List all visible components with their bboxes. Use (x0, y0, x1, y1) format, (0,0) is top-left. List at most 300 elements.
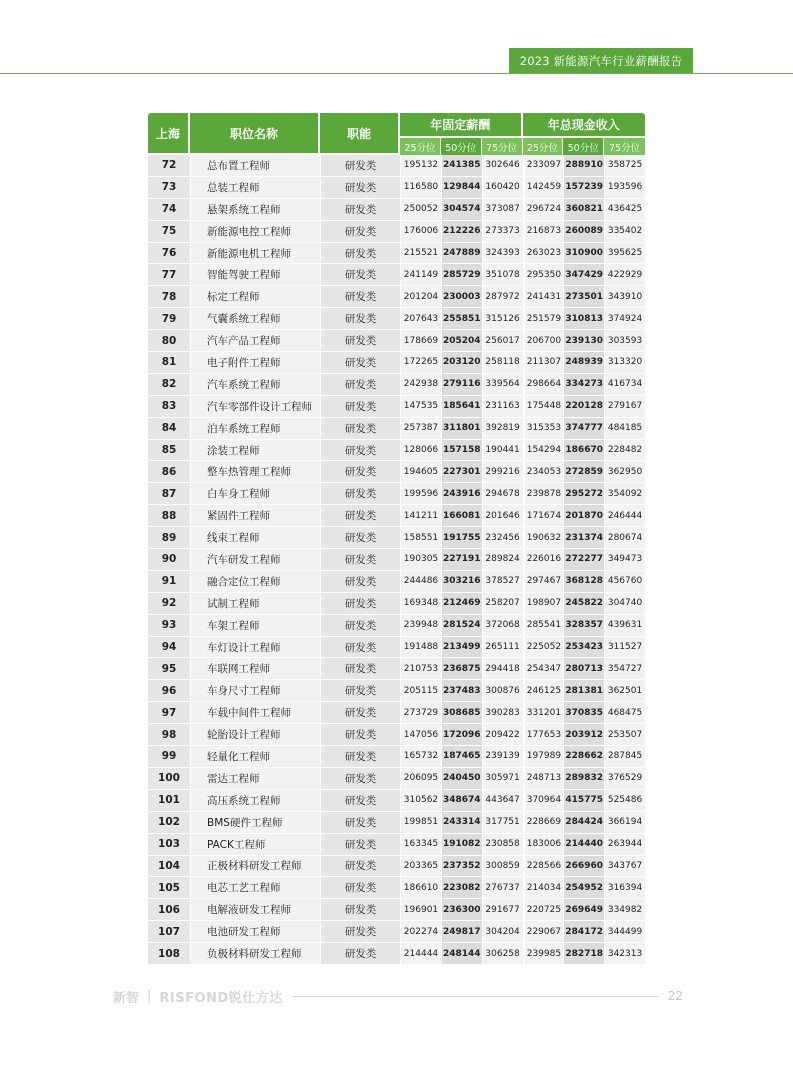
cash-p75: 456760 (604, 571, 645, 593)
row-index: 102 (148, 812, 190, 834)
fixed-p25: 257387 (400, 418, 441, 440)
fixed-p75: 317751 (482, 812, 523, 834)
fixed-p50: 212226 (441, 221, 482, 243)
fixed-p25: 210753 (400, 658, 441, 680)
cash-p50: 214440 (563, 834, 604, 856)
job-function: 研发类 (320, 899, 400, 921)
row-index: 93 (148, 615, 190, 637)
fixed-p50: 237352 (441, 856, 482, 878)
cash-p75: 362950 (604, 461, 645, 483)
table-row (148, 615, 645, 637)
job-function: 研发类 (320, 352, 400, 374)
cash-p75: 311527 (604, 637, 645, 659)
job-function: 研发类 (320, 856, 400, 878)
job-title: 轻量化工程师 (190, 746, 320, 768)
job-function: 研发类 (320, 330, 400, 352)
job-title: 线束工程师 (190, 527, 320, 549)
job-function: 研发类 (320, 177, 400, 199)
cash-p25: 297467 (523, 571, 564, 593)
fixed-p50: 236875 (441, 658, 482, 680)
row-index: 92 (148, 593, 190, 615)
row-index: 100 (148, 768, 190, 790)
cash-p25: 226016 (523, 549, 564, 571)
cash-p25-header: 25分位 (523, 138, 564, 155)
row-index: 73 (148, 177, 190, 199)
row-index: 98 (148, 724, 190, 746)
job-function: 研发类 (320, 768, 400, 790)
job-title: 电池研发工程师 (190, 921, 320, 943)
job-function: 研发类 (320, 593, 400, 615)
row-index: 84 (148, 418, 190, 440)
fixed-p25: 215521 (400, 243, 441, 265)
job-function: 研发类 (320, 264, 400, 286)
job-function: 研发类 (320, 812, 400, 834)
fixed-p75: 276737 (482, 877, 523, 899)
fixed-p50: 237483 (441, 680, 482, 702)
fixed-p50: 205204 (441, 330, 482, 352)
cash-p50: 284424 (563, 812, 604, 834)
fixed-p50: 227301 (441, 461, 482, 483)
fixed-p50: 230003 (441, 286, 482, 308)
fixed-p50: 247889 (441, 243, 482, 265)
fixed-p75: 201646 (482, 505, 523, 527)
fixed-p25: 273729 (400, 702, 441, 724)
cash-p50: 231374 (563, 527, 604, 549)
job-title: 车架工程师 (190, 615, 320, 637)
row-index: 107 (148, 921, 190, 943)
report-title: 2023 新能源汽车行业薪酬报告 (519, 54, 683, 68)
fixed-salary-header: 年固定薪酬 (400, 113, 522, 138)
fixed-p50: 249817 (441, 921, 482, 943)
job-function: 研发类 (320, 615, 400, 637)
job-function: 研发类 (320, 702, 400, 724)
city-header: 上海 (148, 113, 190, 155)
job-function: 研发类 (320, 483, 400, 505)
job-function: 研发类 (320, 746, 400, 768)
job-function: 研发类 (320, 308, 400, 330)
table-row (148, 330, 645, 352)
row-index: 99 (148, 746, 190, 768)
cash-p75: 354727 (604, 658, 645, 680)
table-row (148, 856, 645, 878)
table-row (148, 746, 645, 768)
fixed-p50: 285729 (441, 264, 482, 286)
cash-p75: 342313 (604, 943, 645, 965)
fixed-p25: 186610 (400, 877, 441, 899)
row-index: 95 (148, 658, 190, 680)
cash-p25: 233097 (523, 155, 564, 177)
job-title: 悬架系统工程师 (190, 199, 320, 221)
table-row (148, 768, 645, 790)
cash-p50: 374777 (563, 418, 604, 440)
fixed-p75: 339564 (482, 374, 523, 396)
row-index: 90 (148, 549, 190, 571)
row-index: 106 (148, 899, 190, 921)
fixed-p50: 243916 (441, 483, 482, 505)
job-function: 研发类 (320, 877, 400, 899)
table-row (148, 877, 645, 899)
job-title: 泊车系统工程师 (190, 418, 320, 440)
fixed-p75: 231163 (482, 396, 523, 418)
cash-p25: 228669 (523, 812, 564, 834)
risfond-logo: RISFOND锐仕方达 (159, 990, 283, 1006)
table-row (148, 505, 645, 527)
cash-p50: 334273 (563, 374, 604, 396)
row-index: 80 (148, 330, 190, 352)
cash-p75: 253507 (604, 724, 645, 746)
job-title: 负极材料研发工程师 (190, 943, 320, 965)
table-row (148, 571, 645, 593)
job-function: 研发类 (320, 243, 400, 265)
fixed-p75: 304204 (482, 921, 523, 943)
cash-p25: 296724 (523, 199, 564, 221)
cash-p50: 284172 (563, 921, 604, 943)
fixed-p50: 255851 (441, 308, 482, 330)
job-title: 电子附件工程师 (190, 352, 320, 374)
job-title: 车联网工程师 (190, 658, 320, 680)
row-index: 77 (148, 264, 190, 286)
fixed-p75: 287972 (482, 286, 523, 308)
fixed-p50: 172096 (441, 724, 482, 746)
cash-p75: 246444 (604, 505, 645, 527)
cash-p50: 280713 (563, 658, 604, 680)
job-title: 融合定位工程师 (190, 571, 320, 593)
cash-p50: 201870 (563, 505, 604, 527)
table-row (148, 177, 645, 199)
cash-p50: 360821 (563, 199, 604, 221)
fixed-p25: 194605 (400, 461, 441, 483)
job-title: 汽车研发工程师 (190, 549, 320, 571)
table-row (148, 264, 645, 286)
table-row (148, 483, 645, 505)
job-title: 车灯设计工程师 (190, 637, 320, 659)
table-row (148, 702, 645, 724)
row-index: 87 (148, 483, 190, 505)
cash-p75: 484185 (604, 418, 645, 440)
fixed-p25: 147056 (400, 724, 441, 746)
fixed-p25: 242938 (400, 374, 441, 396)
table-row (148, 243, 645, 265)
row-index: 91 (148, 571, 190, 593)
cash-p50: 328357 (563, 615, 604, 637)
fixed-p50: 241385 (441, 155, 482, 177)
cash-p25: 295350 (523, 264, 564, 286)
cash-p50: 266960 (563, 856, 604, 878)
fixed-p25: 196901 (400, 899, 441, 921)
fixed-p25: 147535 (400, 396, 441, 418)
fixed-p25: 250052 (400, 199, 441, 221)
page-footer (113, 985, 683, 1007)
cash-p25: 331201 (523, 702, 564, 724)
job-title: 车载中间件工程师 (190, 702, 320, 724)
row-index: 79 (148, 308, 190, 330)
table-row (148, 680, 645, 702)
fixed-p75: 256017 (482, 330, 523, 352)
job-function: 研发类 (320, 790, 400, 812)
fixed-p75: 289824 (482, 549, 523, 571)
fixed-p75: 324393 (482, 243, 523, 265)
cash-p25: 216873 (523, 221, 564, 243)
fixed-p50: 187465 (441, 746, 482, 768)
fixed-p50: 191082 (441, 834, 482, 856)
cash-p25: 298664 (523, 374, 564, 396)
cash-p25: 239985 (523, 943, 564, 965)
cash-p25: 154294 (523, 440, 564, 462)
job-function: 研发类 (320, 418, 400, 440)
row-index: 97 (148, 702, 190, 724)
cash-p25: 370964 (523, 790, 564, 812)
fixed-p75: 232456 (482, 527, 523, 549)
job-title: 电解液研发工程师 (190, 899, 320, 921)
fixed-p25: 116580 (400, 177, 441, 199)
cash-p75-header: 75分位 (604, 138, 645, 155)
job-function: 研发类 (320, 286, 400, 308)
cash-p25: 263023 (523, 243, 564, 265)
cash-p25: 183006 (523, 834, 564, 856)
function-header: 职能 (320, 113, 400, 155)
fixed-p25: 191488 (400, 637, 441, 659)
fixed-p75: 258207 (482, 593, 523, 615)
row-index: 86 (148, 461, 190, 483)
fixed-p25: 206095 (400, 768, 441, 790)
job-title: 紧固件工程师 (190, 505, 320, 527)
fixed-p25: 310562 (400, 790, 441, 812)
fixed-p25: 128066 (400, 440, 441, 462)
fixed-p75: 302646 (482, 155, 523, 177)
fixed-p25: 199596 (400, 483, 441, 505)
cash-p25: 190632 (523, 527, 564, 549)
fixed-p25: 241149 (400, 264, 441, 286)
fixed-p75: 294418 (482, 658, 523, 680)
job-title: 气囊系统工程师 (190, 308, 320, 330)
table-row (148, 943, 645, 965)
cash-p75: 366194 (604, 812, 645, 834)
fixed-p75: 230858 (482, 834, 523, 856)
job-title-header: 职位名称 (190, 113, 320, 155)
row-index: 82 (148, 374, 190, 396)
job-function: 研发类 (320, 199, 400, 221)
cash-p25: 285541 (523, 615, 564, 637)
fixed-p50: 308685 (441, 702, 482, 724)
fixed-p25: 205115 (400, 680, 441, 702)
fixed-p75: 392819 (482, 418, 523, 440)
row-index: 96 (148, 680, 190, 702)
cash-p75: 335402 (604, 221, 645, 243)
cash-p75: 343767 (604, 856, 645, 878)
fixed-p50: 166081 (441, 505, 482, 527)
job-function: 研发类 (320, 658, 400, 680)
job-title: 雷达工程师 (190, 768, 320, 790)
cash-p25: 315353 (523, 418, 564, 440)
fixed-p25: 178669 (400, 330, 441, 352)
total-cash-header: 年总现金收入 (523, 113, 646, 138)
job-function: 研发类 (320, 461, 400, 483)
cash-p25: 171674 (523, 505, 564, 527)
fixed-p50: 348674 (441, 790, 482, 812)
cash-p25: 228566 (523, 856, 564, 878)
table-row (148, 549, 645, 571)
cash-p75: 313320 (604, 352, 645, 374)
fixed-p25: 176006 (400, 221, 441, 243)
fixed-p75: 300876 (482, 680, 523, 702)
fixed-p75: 300859 (482, 856, 523, 878)
row-index: 89 (148, 527, 190, 549)
cash-p25: 239878 (523, 483, 564, 505)
table-row (148, 899, 645, 921)
job-title: 电芯工艺工程师 (190, 877, 320, 899)
job-function: 研发类 (320, 921, 400, 943)
fixed-p50-header: 50分位 (441, 138, 482, 155)
job-function: 研发类 (320, 440, 400, 462)
cash-p50: 288910 (563, 155, 604, 177)
fixed-p50: 203120 (441, 352, 482, 374)
job-function: 研发类 (320, 724, 400, 746)
cash-p75: 316394 (604, 877, 645, 899)
fixed-p25: 239948 (400, 615, 441, 637)
cash-p50: 203912 (563, 724, 604, 746)
job-title: 总布置工程师 (190, 155, 320, 177)
job-function: 研发类 (320, 396, 400, 418)
cash-p75: 287845 (604, 746, 645, 768)
cash-p50: 347429 (563, 264, 604, 286)
table-row (148, 812, 645, 834)
cash-p50: 272859 (563, 461, 604, 483)
fixed-p50: 129844 (441, 177, 482, 199)
table-row (148, 352, 645, 374)
cash-p50: 245822 (563, 593, 604, 615)
fixed-p75: 306258 (482, 943, 523, 965)
table-row (148, 396, 645, 418)
row-index: 72 (148, 155, 190, 177)
cash-p25: 175448 (523, 396, 564, 418)
cash-p50: 370835 (563, 702, 604, 724)
cash-p25: 246125 (523, 680, 564, 702)
fixed-p75: 294678 (482, 483, 523, 505)
fixed-p25: 141211 (400, 505, 441, 527)
table-row (148, 155, 645, 177)
fixed-p50: 248144 (441, 943, 482, 965)
row-index: 78 (148, 286, 190, 308)
fixed-p25: 190305 (400, 549, 441, 571)
fixed-p75: 273373 (482, 221, 523, 243)
cash-p75: 280674 (604, 527, 645, 549)
fixed-p75: 239139 (482, 746, 523, 768)
cash-p25: 197989 (523, 746, 564, 768)
page-number: 22 (667, 989, 683, 1003)
cash-p75: 354092 (604, 483, 645, 505)
fixed-p25: 244486 (400, 571, 441, 593)
cash-p50: 289832 (563, 768, 604, 790)
cash-p50: 157239 (563, 177, 604, 199)
cash-p75: 376529 (604, 768, 645, 790)
fixed-p50: 223082 (441, 877, 482, 899)
table-row (148, 637, 645, 659)
job-title: 白车身工程师 (190, 483, 320, 505)
job-title: 正极材料研发工程师 (190, 856, 320, 878)
fixed-p75: 299216 (482, 461, 523, 483)
fixed-p25: 158551 (400, 527, 441, 549)
job-function: 研发类 (320, 505, 400, 527)
table-row (148, 418, 645, 440)
cash-p50: 368128 (563, 571, 604, 593)
job-title: 高压系统工程师 (190, 790, 320, 812)
job-title: 涂装工程师 (190, 440, 320, 462)
table-row (148, 658, 645, 680)
fixed-p75: 265111 (482, 637, 523, 659)
cash-p25: 248713 (523, 768, 564, 790)
table-row (148, 790, 645, 812)
cash-p75: 436425 (604, 199, 645, 221)
fixed-p50: 227191 (441, 549, 482, 571)
fixed-p25: 201204 (400, 286, 441, 308)
cash-p25: 177653 (523, 724, 564, 746)
cash-p50: 295272 (563, 483, 604, 505)
job-title: 试制工程师 (190, 593, 320, 615)
table-body (148, 155, 645, 965)
cash-p50: 220128 (563, 396, 604, 418)
cash-p50: 186670 (563, 440, 604, 462)
row-index: 76 (148, 243, 190, 265)
fixed-p25: 165732 (400, 746, 441, 768)
cash-p75: 344499 (604, 921, 645, 943)
row-index: 103 (148, 834, 190, 856)
row-index: 74 (148, 199, 190, 221)
job-title: PACK工程师 (190, 834, 320, 856)
cash-p75: 334982 (604, 899, 645, 921)
fixed-p50: 243314 (441, 812, 482, 834)
fixed-p50: 303216 (441, 571, 482, 593)
cash-p75: 193596 (604, 177, 645, 199)
job-title: 总装工程师 (190, 177, 320, 199)
fixed-p50: 191755 (441, 527, 482, 549)
cash-p75: 304740 (604, 593, 645, 615)
table-row (148, 593, 645, 615)
job-function: 研发类 (320, 374, 400, 396)
fixed-p75: 372068 (482, 615, 523, 637)
fixed-p75: 305971 (482, 768, 523, 790)
xinzhi-logo: 新智 (113, 990, 140, 1006)
job-title: 新能源电控工程师 (190, 221, 320, 243)
cash-p50: 415775 (563, 790, 604, 812)
cash-p25: 241431 (523, 286, 564, 308)
cash-p75: 422929 (604, 264, 645, 286)
cash-p75: 439631 (604, 615, 645, 637)
table-row (148, 199, 645, 221)
cash-p75: 525486 (604, 790, 645, 812)
row-index: 75 (148, 221, 190, 243)
cash-p50: 269649 (563, 899, 604, 921)
table-row (148, 461, 645, 483)
row-index: 101 (148, 790, 190, 812)
fixed-p50: 236300 (441, 899, 482, 921)
footer-rule (293, 996, 658, 997)
fixed-p25: 169348 (400, 593, 441, 615)
table-row (148, 286, 645, 308)
fixed-p25: 207643 (400, 308, 441, 330)
cash-p75: 263944 (604, 834, 645, 856)
cash-p25: 229067 (523, 921, 564, 943)
job-function: 研发类 (320, 527, 400, 549)
job-title: 智能驾驶工程师 (190, 264, 320, 286)
cash-p75: 343910 (604, 286, 645, 308)
fixed-p25: 172265 (400, 352, 441, 374)
cash-p50: 281381 (563, 680, 604, 702)
cash-p50: 273501 (563, 286, 604, 308)
fixed-p75: 378527 (482, 571, 523, 593)
cash-p75: 362501 (604, 680, 645, 702)
fixed-p50: 212469 (441, 593, 482, 615)
fixed-p50: 240450 (441, 768, 482, 790)
